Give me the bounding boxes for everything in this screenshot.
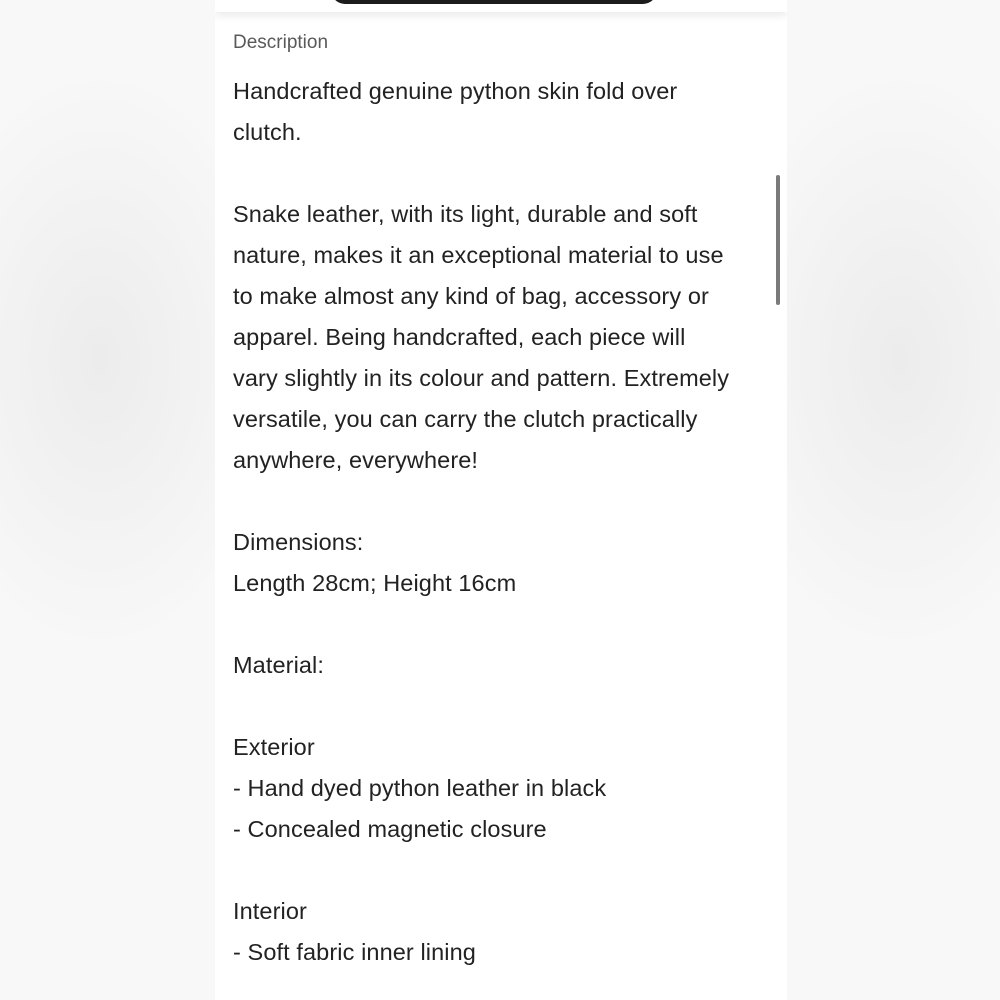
description-text: [233, 71, 773, 973]
description-line: vary slightly in its colour and pattern. Extremely: [233, 365, 730, 391]
exterior-item: - Hand dyed python leather in black: [233, 775, 607, 801]
description-line: Handcrafted genuine python skin fold over: [233, 78, 678, 104]
interior-item: - Soft fabric inner lining: [233, 939, 476, 965]
description-line: anywhere, everywhere!: [233, 447, 479, 473]
dimensions-value: Length 28cm; Height 16cm: [233, 570, 517, 596]
paragraph-gap: [233, 686, 773, 727]
description-line: clutch.: [233, 119, 302, 145]
scrollbar-thumb[interactable]: [776, 175, 780, 305]
interior-heading: Interior: [233, 898, 307, 924]
description-label: Description: [233, 32, 329, 53]
description-panel: [233, 30, 773, 973]
description-line: nature, makes it an exceptional material to use: [233, 242, 724, 268]
paragraph-gap: [233, 153, 773, 194]
exterior-heading: Exterior: [233, 734, 315, 760]
paragraph-gap: [233, 850, 773, 891]
dimensions-heading: Dimensions:: [233, 529, 364, 555]
description-sheet: [215, 0, 787, 1000]
description-line: Snake leather, with its light, durable and soft: [233, 201, 698, 227]
exterior-item: - Concealed magnetic closure: [233, 816, 547, 842]
description-line: apparel. Being handcrafted, each piece will: [233, 324, 686, 350]
sheet-drag-handle[interactable]: [331, 0, 657, 4]
paragraph-gap: [233, 604, 773, 645]
description-line: to make almost any kind of bag, accessory or: [233, 283, 709, 309]
material-heading: Material:: [233, 652, 325, 678]
paragraph-gap: [233, 481, 773, 522]
description-line: versatile, you can carry the clutch practically: [233, 406, 698, 432]
